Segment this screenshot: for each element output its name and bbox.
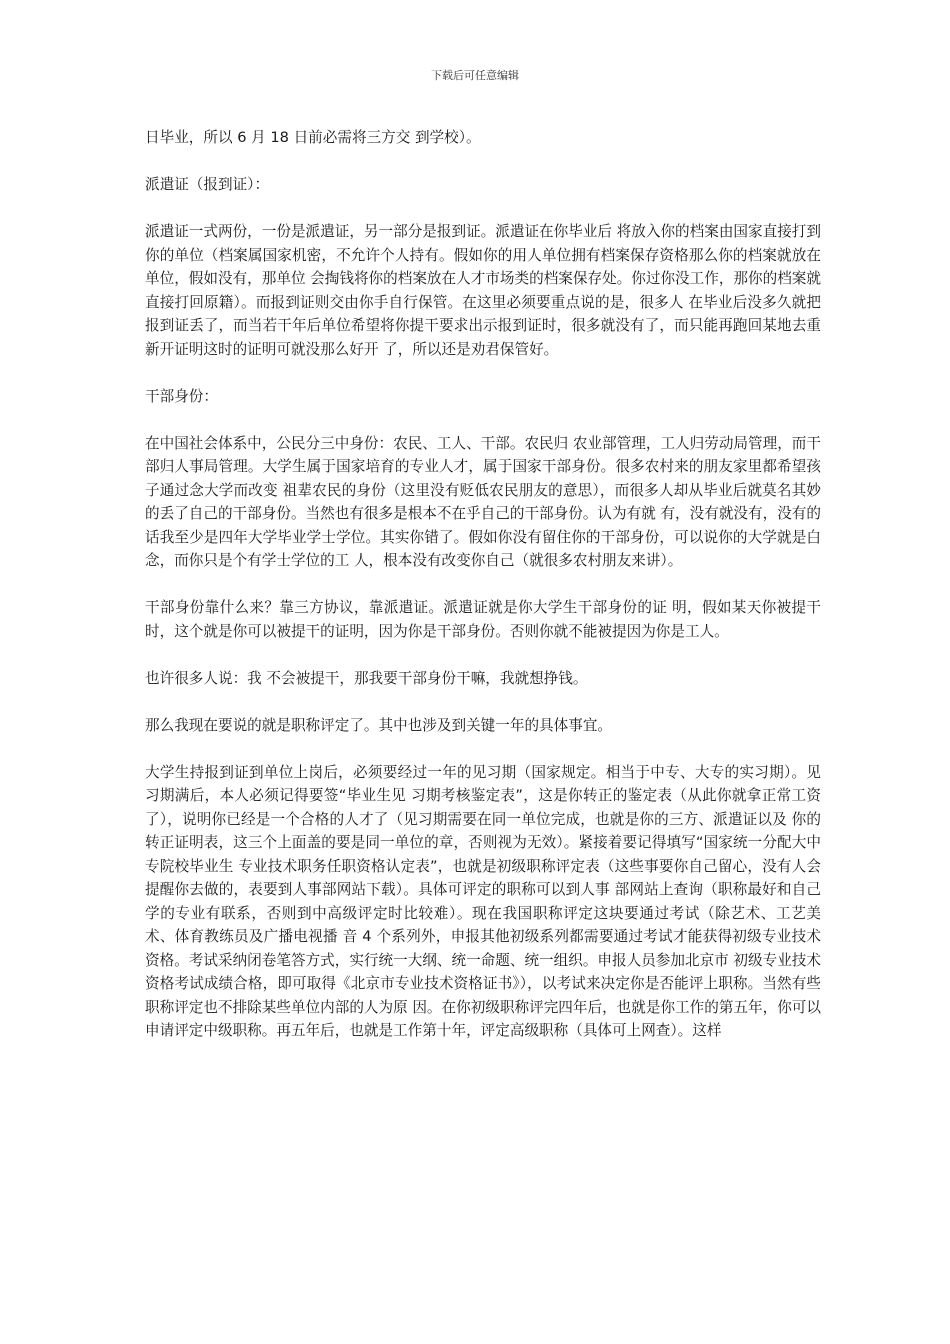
page-header: 下载后可任意编辑 (431, 69, 519, 82)
paragraph-7: 也许很多人说：我 不会被提干，那我要干部身份干嘛，我就想挣钱。 (145, 669, 588, 687)
paragraph-6: 干部身份靠什么来？靠三方协议，靠派遣证。派遣证就是你大学生干部身份的证 明，假如某天你被提干时，这个就是你可以被提干的证明，因为你是干部身份。否则你就不能被提因为你是工人。 (145, 599, 821, 640)
paragraph-5: 在中国社会体系中，公民分三中身份：农民、工人、干部。农民归 农业部管理，工人归劳动局管理，而干部归人事局管理。大学生属于国家培育的专业人才，属于国家干部身份。很多农村来的朋友家里都希望孩子通过念大学而改变 祖辈农民的身份（这里没有贬低农民朋友的意思），而很多人却从毕业后就莫名其妙的丢了自己的干部身份。当然也有很多是根本不在乎自己的干部身份。认为有就 有，没有就没有，没有的话我至少是四年大学毕业学士学位。其实你错了。假如你没有留住你的干部身份，可以说你的大学就是白念，而你只是个有学士学位的工 人，根本没有改变你自己（就很多农村朋友来讲）。 (145, 434, 821, 569)
paragraph-3: 派遣证一式两份，一份是派遣证，另一部分是报到证。派遣证在你毕业后 将放入你的档案由国家直接打到你的单位（档案属国家机密，不允许个人持有。假如你的用人单位拥有档案保存资格那么你的档案就放在单位，假如没有，那单位 会掏钱将你的档案放在人才市场类的档案保存处。你过你没工作，那你的档案就直接打回原籍）。而报到证则交由你手自行保管。在这里必须要重点说的是，很多人 在毕业后没多久就把报到证丢了，而当若干年后单位希望将你提干要求出示报到证时，很多就没有了，而只能再跑回某地去重新开证明这时的证明可就没那么好开 了，所以还是劝君保管好。 (145, 223, 821, 358)
paragraph-8: 那么我现在要说的就是职称评定了。其中也涉及到关键一年的具体事宜。 (145, 716, 613, 734)
paragraph-1: 日毕业，所以 6 月 18 日前必需将三方交 到学校）。 (145, 129, 481, 146)
document-body (145, 126, 821, 1066)
paragraph-9: 大学生持报到证到单位上岗后，必须要经过一年的见习期（国家规定。相当于中专、大专的实习期）。见习期满后，本人必须记得要签“毕业生见 习期考核鉴定表”，这是你转正的鉴定表（从此你就拿正常工资了），说明你已经是一个合格的人才了（见习期需要在同一单位完成，也就是你的三方、派遣证以及 你的转正证明表，这三个上面盖的要是同一单位的章，否则视为无效）。紧接着要记得填写“国家统一分配大中专院校毕业生 专业技术职务任职资格认定表”，也就是初级职称评定表（这些事要你自己留心，没有人会提醒你去做的，表要到人事部网站下载）。具体可评定的职称可以到人事 部网站上查询（职称最好和自己学的专业有联系，否则到中高级评定时比较难）。现在我国职称评定这块要通过考试（除艺术、工艺美术、体育教练员及广播电视播 音 4 个系列外，申报其他初级系列都需要通过考试才能获得初级专业技术资格。考试采纳闭卷笔答方式，实行统一大纲、统一命题、统一组织。申报人员参加北京市 初级专业技术资格考试成绩合格，即可取得《北京市专业技术资格证书》），以考试来决定你是否能评上职称。当然有些职称评定也不排除某些单位内部的人为原 因。在你初级职称评完四年后，也就是你工作的第五年，你可以申请评定中级职称。再五年后，也就是工作第十年，评定高级职称（具体可上网查）。这样 (145, 763, 821, 1039)
section-heading-cadre-status: 干部身份： (145, 387, 218, 405)
section-heading-dispatch-certificate: 派遣证（报到证）： (145, 176, 270, 193)
